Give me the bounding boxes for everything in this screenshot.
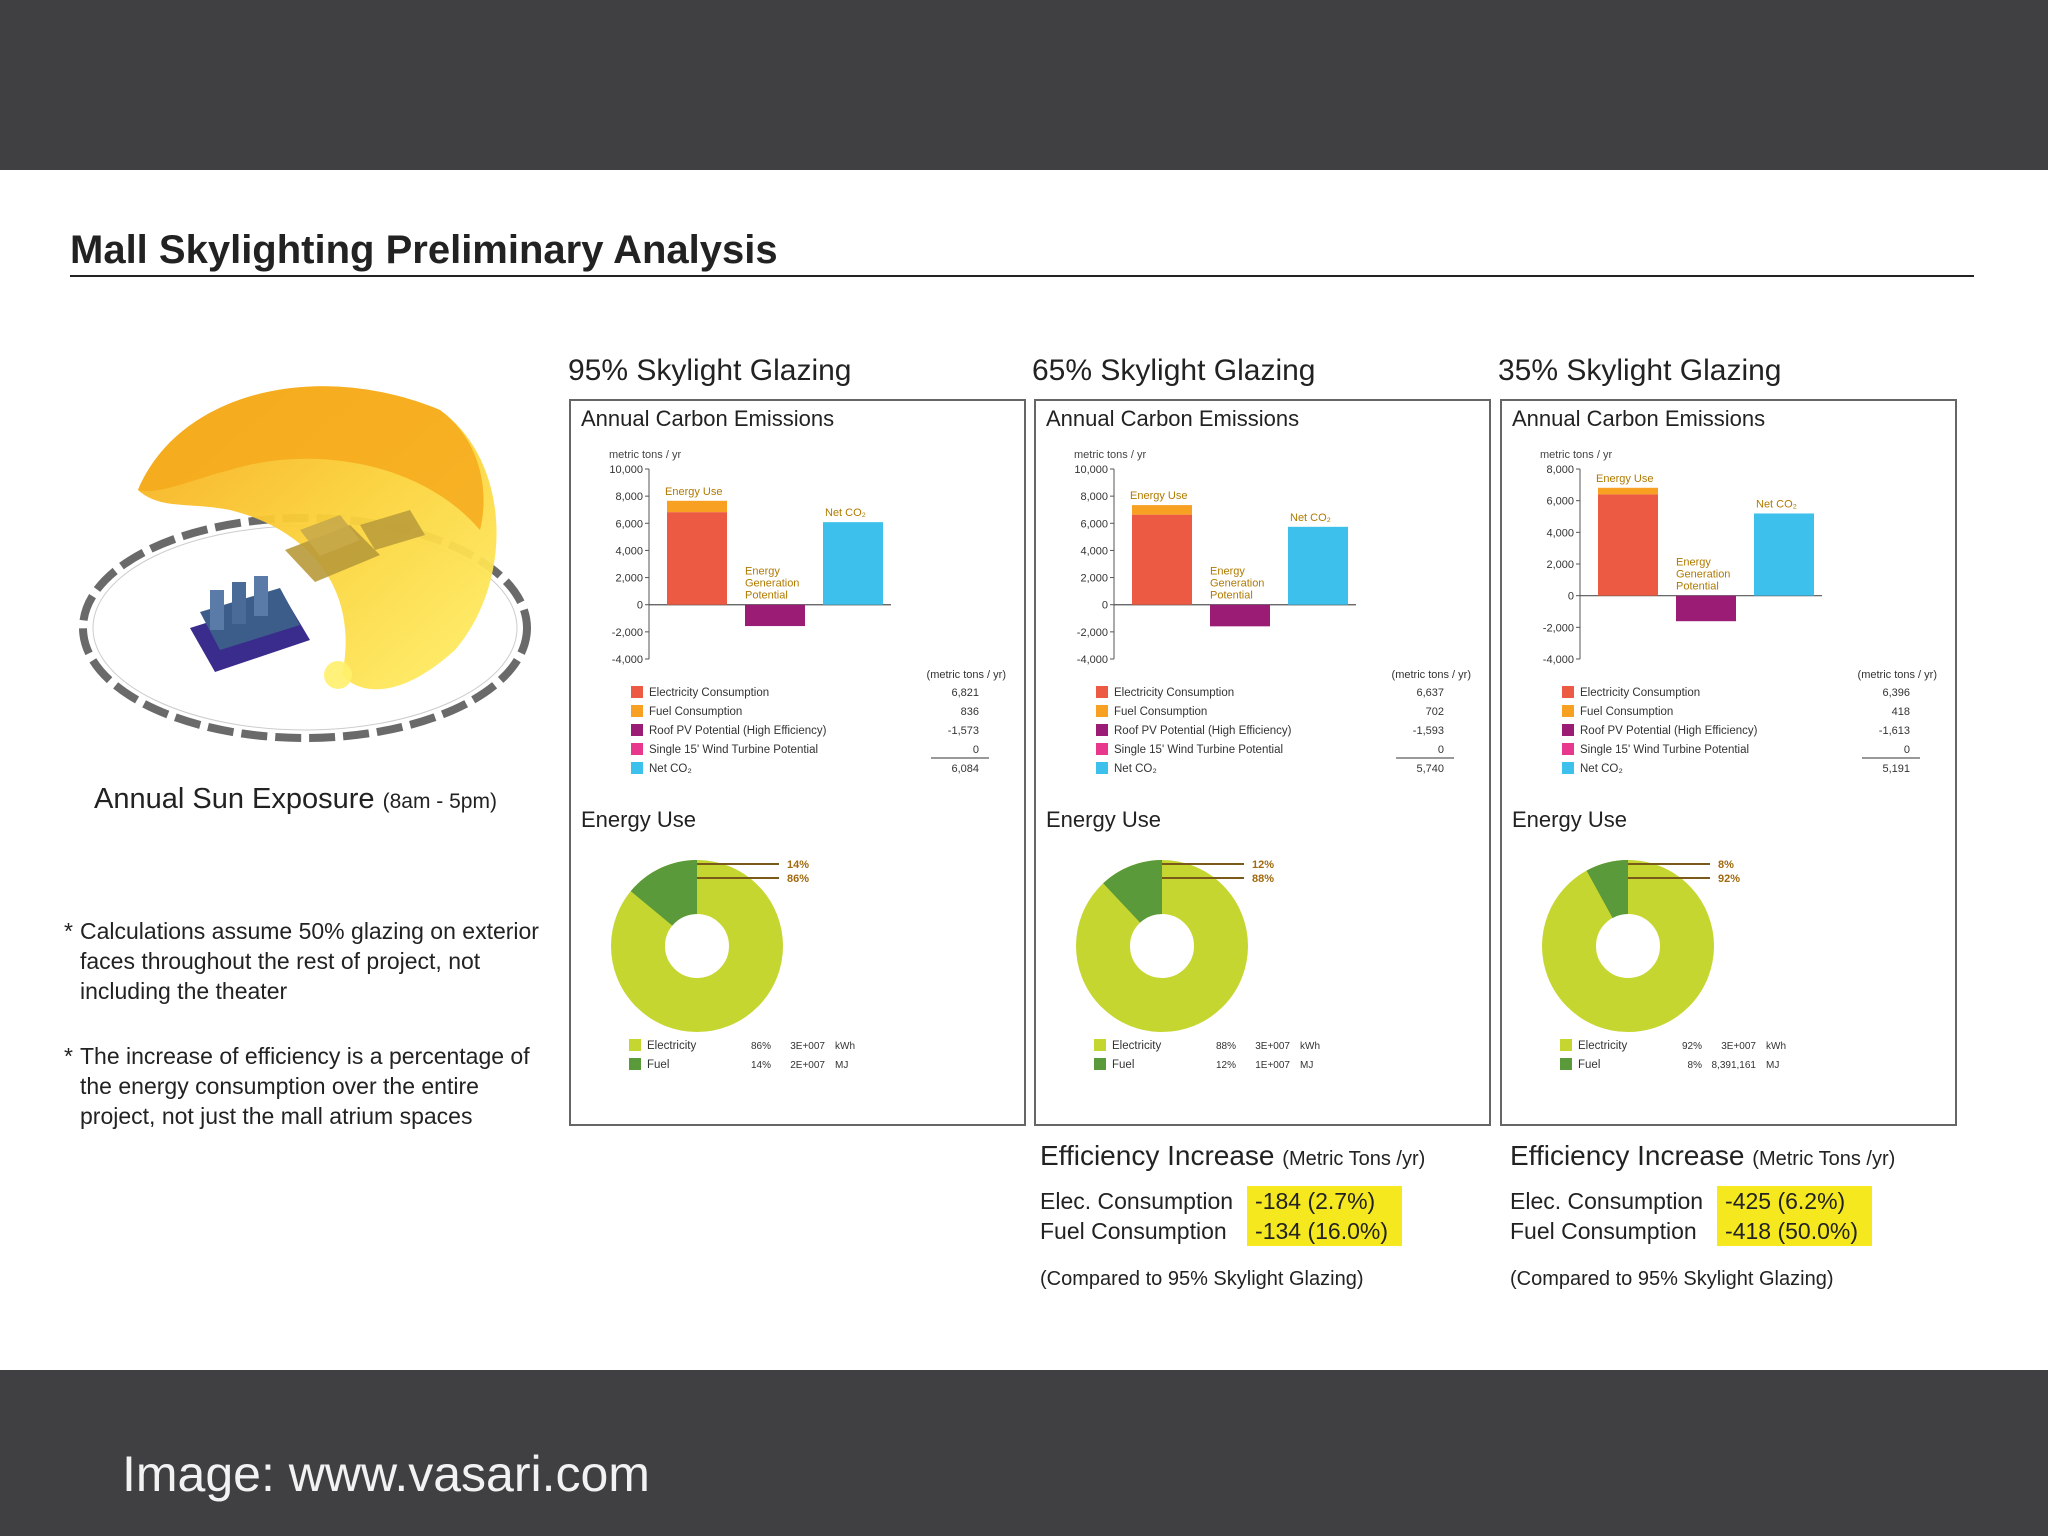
panel-title-35: 35% Skylight Glazing [1498,354,1782,387]
pie-legend-unit: MJ [1300,1060,1314,1071]
image-credit: Image: www.vasari.com [122,1446,650,1502]
panel-35 [1500,399,1957,1126]
bar-fuel-consumption [1598,488,1658,495]
table-value: 6,821 [951,687,979,699]
top-banner [0,0,2048,170]
table-value: 0 [972,744,979,756]
legend-label: Single 15' Wind Turbine Potential [1580,744,1750,756]
table-value: 702 [1425,706,1444,718]
panel-title-95: 95% Skylight Glazing [568,354,852,387]
y-tick-label: -4,000 [611,654,643,666]
bar-fuel-consumption [1132,505,1192,515]
pie-legend-amount: 3E+007 [1255,1041,1290,1052]
pie-legend-swatch [1094,1039,1106,1051]
bar-net-co2 [1754,513,1814,595]
table-value: 0 [1437,744,1444,756]
pie-legend-unit: MJ [835,1060,849,1071]
bar-label-energy-generation: Potential [1210,589,1253,602]
energy-title-95: Energy Use [581,807,696,832]
bar-electricity-consumption [1598,494,1658,595]
legend-label: Roof PV Potential (High Efficiency) [1114,725,1292,737]
y-tick-label: 10,000 [1074,464,1108,476]
panel-title-65: 65% Skylight Glazing [1032,354,1316,387]
legend-label: Electricity Consumption [649,687,770,699]
chart-svg-35 [1502,401,1959,1128]
pie-legend-amount: 1E+007 [1255,1060,1290,1071]
table-unit: (metric tons / yr) [926,669,1006,681]
bar-label-energy-generation: Energy [1676,556,1711,569]
pie-legend-unit: MJ [1766,1060,1780,1071]
bar-label-energy-generation: Generation [1210,577,1265,590]
pie-legend-percent: 86% [750,1041,771,1052]
y-tick-label: 4,000 [1546,527,1574,540]
legend-swatch [1096,762,1108,774]
pie-legend-unit: kWh [1300,1041,1320,1052]
y-tick-label: 0 [1101,599,1108,612]
pie-label-electricity: 86% [787,873,810,885]
pie-legend-swatch [629,1039,641,1051]
bar-net-co2 [1288,527,1348,605]
pie-legend-swatch [1560,1058,1572,1070]
bar-net-co2 [823,522,883,605]
efficiency-value-elec: -425 (6.2%) [1717,1186,1872,1216]
carbon-title-35: Annual Carbon Emissions [1512,406,1766,431]
efficiency-value-fuel: -418 (50.0%) [1717,1216,1872,1246]
energy-title-65: Energy Use [1046,807,1161,832]
legend-swatch [1096,724,1108,736]
sun-caption-text: Annual Sun Exposure [94,783,375,815]
legend-swatch [631,762,643,774]
table-value: -1,613 [1878,725,1910,737]
energy-title-35: Energy Use [1512,807,1627,832]
legend-label: Net CO₂ [649,763,692,775]
page-title: Mall Skylighting Preliminary Analysis [70,228,778,272]
sun-exposure-caption [94,783,497,816]
bar-label-net-co2: Net CO₂ [1290,511,1331,524]
efficiency-title-35: Efficiency Increase [1510,1140,1745,1171]
pie-legend-unit: kWh [835,1041,855,1052]
y-tick-label: 6,000 [615,518,643,531]
bar-label-net-co2: Net CO₂ [825,507,866,520]
legend-label: Electricity Consumption [1114,687,1235,699]
panel-95 [569,399,1026,1126]
y-tick-label: 4,000 [1080,545,1108,558]
efficiency-label-fuel: Fuel Consumption [1510,1218,1697,1244]
pie-legend-percent: 88% [1215,1041,1236,1052]
pie-legend-percent: 8% [1687,1060,1702,1071]
legend-swatch [631,705,643,717]
y-tick-label: 2,000 [615,572,643,585]
efficiency-table-35 [1510,1186,1872,1246]
note-glazing: * Calculations assume 50% glazing on exterior faces throughout the rest of project, not including the theater [64,916,544,1006]
legend-label: Roof PV Potential (High Efficiency) [1580,725,1758,737]
y-tick-label: -4,000 [1076,654,1108,666]
efficiency-label-elec: Elec. Consumption [1510,1188,1704,1214]
legend-label: Single 15' Wind Turbine Potential [649,744,819,756]
legend-swatch [1096,743,1108,755]
table-value: -1,593 [1412,725,1444,737]
pie-legend-amount: 3E+007 [1721,1041,1756,1052]
sun-caption-hours: (8am - 5pm) [382,790,497,813]
legend-swatch [631,686,643,698]
y-tick-label: -2,000 [611,626,643,639]
y-tick-label: 8,000 [1080,491,1108,504]
y-axis-unit: metric tons / yr [1540,449,1613,461]
y-tick-label: 8,000 [615,491,643,504]
y-tick-label: -2,000 [1542,622,1574,635]
pie-legend-percent: 12% [1215,1060,1236,1071]
legend-swatch [631,724,643,736]
legend-label: Single 15' Wind Turbine Potential [1114,744,1284,756]
bar-label-energy-generation: Energy [1210,565,1245,578]
table-value: 836 [960,706,979,718]
y-axis-unit: metric tons / yr [1074,449,1147,461]
pie-legend-percent: 14% [750,1060,771,1071]
carbon-title-95: Annual Carbon Emissions [581,406,835,431]
bar-label-energy-generation: Energy [745,565,780,578]
pie-label-electricity: 88% [1252,873,1275,885]
efficiency-table-65 [1040,1186,1402,1246]
bar-label-energy-generation: Potential [745,589,788,602]
efficiency-label-fuel: Fuel Consumption [1040,1218,1227,1244]
pie-legend-label: Electricity [1578,1040,1628,1052]
efficiency-value-elec: -184 (2.7%) [1247,1186,1402,1216]
y-tick-label: -4,000 [1542,654,1574,666]
y-tick-label: 6,000 [1546,495,1574,508]
y-tick-label: 6,000 [1080,518,1108,531]
pie-label-fuel: 12% [1252,859,1275,871]
bar-electricity-consumption [667,512,727,605]
efficiency-compare-65: (Compared to 95% Skylight Glazing) [1040,1268,1364,1290]
bar-label-energy-use: Energy Use [1130,490,1188,503]
bar-label-net-co2: Net CO₂ [1756,498,1797,511]
legend-label: Roof PV Potential (High Efficiency) [649,725,827,737]
note-glazing-text: Calculations assume 50% glazing on exterior faces throughout the rest of project, not including the theater [80,918,539,1004]
pie-legend-label: Electricity [1112,1040,1162,1052]
table-value: 5,740 [1416,763,1444,775]
table-value: 418 [1891,706,1910,718]
efficiency-label-elec: Elec. Consumption [1040,1188,1234,1214]
legend-label: Fuel Consumption [1580,706,1674,718]
legend-label: Fuel Consumption [649,706,743,718]
pie-legend-percent: 92% [1681,1041,1702,1052]
bar-label-energy-generation: Generation [745,577,800,590]
pie-legend-amount: 2E+007 [790,1060,825,1071]
legend-swatch [631,743,643,755]
table-unit: (metric tons / yr) [1857,669,1937,681]
pie-legend-amount: 8,391,161 [1711,1060,1756,1071]
y-tick-label: 0 [1567,590,1574,603]
y-tick-label: -2,000 [1076,626,1108,639]
note-efficiency-text: The increase of efficiency is a percentage of the energy consumption over the entire project, not just the mall atrium spaces [80,1043,530,1129]
table-value: -1,573 [947,725,979,737]
table-value: 0 [1903,744,1910,756]
bar-label-energy-use: Energy Use [665,485,723,498]
y-axis-unit: metric tons / yr [609,449,682,461]
legend-swatch [1562,686,1574,698]
pie-legend-swatch [1094,1058,1106,1070]
pie-legend-label: Fuel [1112,1059,1135,1071]
legend-swatch [1096,705,1108,717]
legend-label: Electricity Consumption [1580,687,1701,699]
bar-label-energy-use: Energy Use [1596,472,1654,485]
bar-roof-pv-potential [1676,596,1736,622]
legend-swatch [1562,743,1574,755]
y-tick-label: 10,000 [609,464,643,476]
table-value: 6,637 [1416,687,1444,699]
y-tick-label: 2,000 [1546,559,1574,571]
bar-fuel-consumption [667,501,727,512]
legend-swatch [1562,762,1574,774]
table-value: 5,191 [1882,763,1910,775]
pie-legend-label: Electricity [647,1040,697,1052]
pie-label-fuel: 14% [787,859,810,871]
efficiency-value-fuel: -134 (16.0%) [1247,1216,1402,1246]
chart-svg-95 [571,401,1028,1128]
note-efficiency: * The increase of efficiency is a percentage of the energy consumption over the entire project, not just the mall atrium spaces [64,1041,544,1131]
legend-swatch [1562,705,1574,717]
bar-roof-pv-potential [1210,605,1270,627]
table-value: 6,396 [1882,687,1910,699]
pie-legend-label: Fuel [647,1059,670,1071]
efficiency-compare-35: (Compared to 95% Skylight Glazing) [1510,1268,1834,1290]
table-value: 6,084 [951,763,979,775]
y-tick-label: 4,000 [615,545,643,558]
y-tick-label: 2,000 [1080,572,1108,585]
bar-label-energy-generation: Potential [1676,580,1719,593]
legend-swatch [1562,724,1574,736]
panel-65 [1034,399,1491,1126]
legend-label: Net CO₂ [1580,763,1623,775]
pie-label-electricity: 92% [1718,873,1741,885]
pie-legend-swatch [1560,1039,1572,1051]
y-tick-label: 0 [636,599,643,612]
y-tick-label: 8,000 [1546,464,1574,476]
efficiency-35 [1510,1140,1895,1291]
legend-label: Fuel Consumption [1114,706,1208,718]
bar-electricity-consumption [1132,515,1192,605]
efficiency-title-65: Efficiency Increase [1040,1140,1275,1171]
pie-label-fuel: 8% [1718,859,1734,871]
pie-legend-swatch [629,1058,641,1070]
title-divider [70,275,1974,277]
pie-legend-unit: kWh [1766,1041,1786,1052]
efficiency-65 [1040,1140,1425,1291]
carbon-title-65: Annual Carbon Emissions [1046,406,1300,431]
chart-svg-65 [1036,401,1493,1128]
efficiency-unit-65: (Metric Tons /yr) [1282,1148,1426,1170]
legend-swatch [1096,686,1108,698]
legend-label: Net CO₂ [1114,763,1157,775]
efficiency-unit-35: (Metric Tons /yr) [1752,1148,1896,1170]
bar-roof-pv-potential [745,605,805,626]
table-unit: (metric tons / yr) [1391,669,1471,681]
pie-legend-amount: 3E+007 [790,1041,825,1052]
bar-label-energy-generation: Generation [1676,568,1731,581]
sun-exposure-illustration [60,350,540,780]
pie-legend-label: Fuel [1578,1059,1601,1071]
